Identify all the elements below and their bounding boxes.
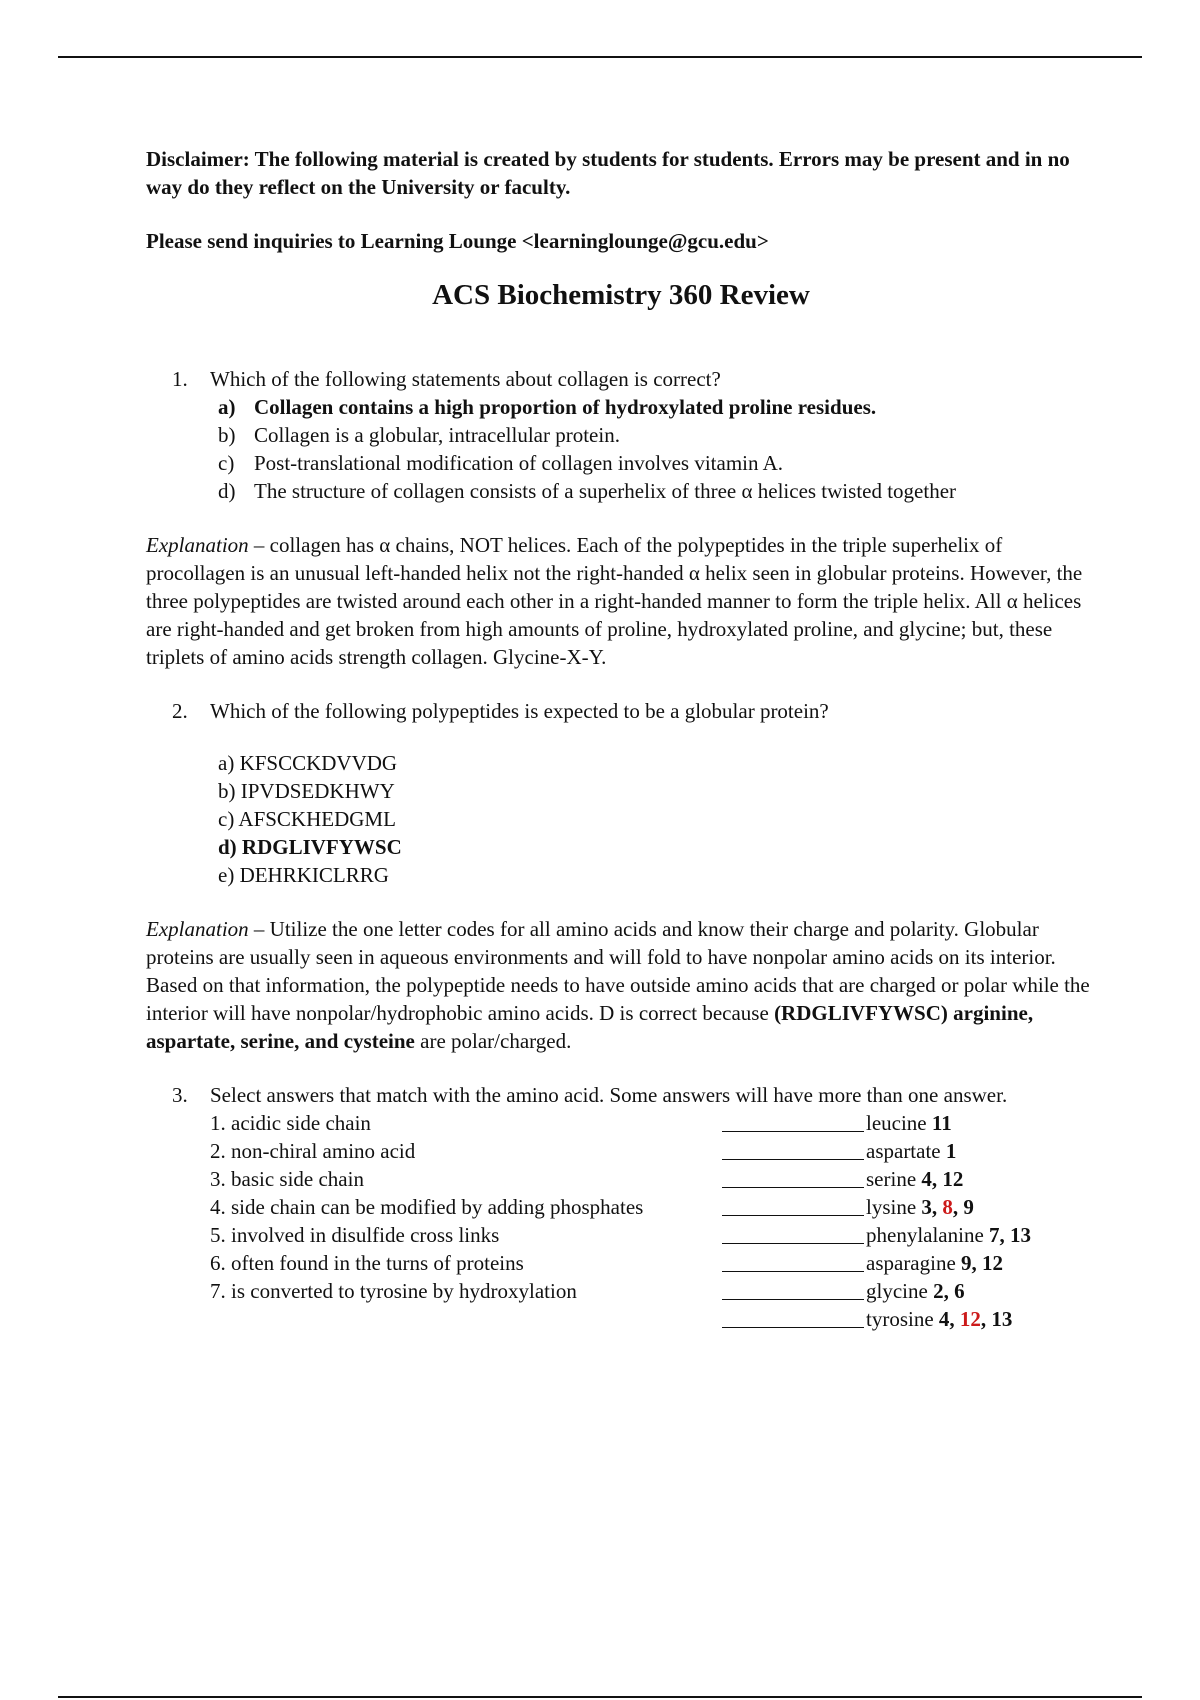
clue-item: 6. often found in the turns of proteins — [210, 1251, 524, 1275]
answer-value: 1 — [945, 1139, 957, 1163]
question-number: 3. — [172, 1083, 188, 1107]
answer-row-aspartate — [722, 1137, 1096, 1165]
option-d — [218, 477, 1096, 505]
clue-item: 4. side chain can be modified by adding phosphates — [210, 1195, 644, 1219]
answer-value: , 9 — [952, 1195, 974, 1219]
answer-value: 2, 6 — [933, 1279, 965, 1303]
question-number: 2. — [172, 699, 188, 723]
clue-item: 3. basic side chain — [210, 1167, 364, 1191]
answer-blank — [722, 1137, 864, 1160]
explanation-amino-acids: arginine, aspartate, serine, and cysteine — [146, 1001, 1034, 1053]
answer-list — [722, 1109, 1096, 1333]
answer-value-red: 8 — [942, 1195, 953, 1219]
option-text: Collagen is a globular, intracellular protein. — [254, 423, 620, 447]
document-page — [146, 145, 1096, 1333]
matching-table — [210, 1109, 1096, 1333]
option-c — [218, 449, 1096, 477]
question-number: 1. — [172, 367, 188, 391]
option-label: a) — [218, 395, 236, 419]
explanation-text: – Utilize the one letter codes for all amino acids and know their charge and polarity. Globular proteins are usually seen in aqueous environments and will fold to have nonpolar amino acids on its interior. Based on that information, the polypeptide needs to have outside amino acids that are charged or polar while the interior will have nonpolar/hydrophobic amino acids. D is correct because — [146, 917, 1090, 1025]
bottom-rule — [58, 1696, 1142, 1698]
question-2-options — [218, 749, 1096, 889]
amino-acid-name: serine — [866, 1167, 917, 1191]
option-b — [218, 421, 1096, 449]
question-text: Select answers that match with the amino acid. Some answers will have more than one answer. — [210, 1083, 1008, 1107]
inquiry-line: Please send inquiries to Learning Lounge <learninglounge@gcu.edu> — [146, 229, 769, 253]
option-e: e) DEHRKICLRRG — [218, 863, 389, 887]
option-label: b) — [218, 423, 236, 447]
clue-item: 2. non-chiral amino acid — [210, 1139, 416, 1163]
answer-blank — [722, 1221, 864, 1244]
answer-row-glycine — [722, 1277, 1096, 1305]
option-b: b) IPVDSEDKHWY — [218, 779, 395, 803]
clue-item: 1. acidic side chain — [210, 1111, 371, 1135]
question-2-explanation — [146, 915, 1096, 1055]
answer-row-asparagine — [722, 1249, 1096, 1277]
top-rule — [58, 56, 1142, 58]
answer-row-tyrosine — [722, 1305, 1096, 1333]
option-a: a) KFSCCKDVVDG — [218, 751, 398, 775]
option-text: The structure of collagen consists of a superhelix of three α helices twisted together — [254, 479, 957, 503]
question-text: Which of the following statements about collagen is correct? — [210, 367, 721, 391]
answer-row-phenylalanine — [722, 1221, 1096, 1249]
question-text: Which of the following polypeptides is expected to be a globular protein? — [210, 699, 829, 723]
amino-acid-name: leucine — [866, 1111, 927, 1135]
question-1-explanation — [146, 531, 1096, 671]
clue-item: 7. is converted to tyrosine by hydroxylation — [210, 1279, 577, 1303]
option-label: c) — [218, 451, 235, 475]
answer-value: 9, 12 — [961, 1251, 1004, 1275]
answer-row-lysine — [722, 1193, 1096, 1221]
answer-value: 4, 12 — [921, 1167, 964, 1191]
amino-acid-name: phenylalanine — [866, 1223, 984, 1247]
amino-acid-name: aspartate — [866, 1139, 941, 1163]
question-1 — [172, 365, 1096, 393]
amino-acid-name: asparagine — [866, 1251, 956, 1275]
answer-value: 11 — [931, 1111, 952, 1135]
option-label: d) — [218, 479, 236, 503]
option-a — [218, 393, 1096, 421]
answer-value: 7, 13 — [989, 1223, 1032, 1247]
answer-value-red: 12 — [959, 1307, 981, 1331]
answer-value: 4, — [938, 1307, 960, 1331]
explanation-label: Explanation — [146, 917, 249, 941]
option-text: Collagen contains a high proportion of hydroxylated proline residues. — [254, 395, 877, 419]
answer-blank — [722, 1249, 864, 1272]
question-3 — [172, 1081, 1096, 1109]
option-text: Post-translational modification of collagen involves vitamin A. — [254, 451, 783, 475]
answer-value: , 13 — [980, 1307, 1013, 1331]
answer-value: 3, — [921, 1195, 943, 1219]
answer-blank — [722, 1305, 864, 1328]
answer-blank — [722, 1193, 864, 1216]
clue-item: 5. involved in disulfide cross links — [210, 1223, 500, 1247]
page-title: ACS Biochemistry 360 Review — [432, 279, 810, 311]
answer-row-serine — [722, 1165, 1096, 1193]
question-1-options — [218, 393, 1096, 505]
amino-acid-name: tyrosine — [866, 1307, 934, 1331]
disclaimer: Disclaimer: The following material is created by students for students. Errors may be present and in no way do they reflect on the University or faculty. — [146, 147, 1070, 199]
answer-blank — [722, 1277, 864, 1300]
amino-acid-name: lysine — [866, 1195, 917, 1219]
option-c: c) AFSCKHEDGML — [218, 807, 396, 831]
explanation-sequence: (RDGLIVFYWSC) — [774, 1001, 948, 1025]
amino-acid-name: glycine — [866, 1279, 928, 1303]
explanation-text-end: are polar/charged. — [414, 1029, 572, 1053]
explanation-text: – collagen has α chains, NOT helices. Each of the polypeptides in the triple superhelix of procollagen is an unusual left-handed helix not the right-handed α helix seen in globular proteins. However, the three polypeptides are twisted around each other in a right-handed manner to form the triple helix. All α helices are right-handed and get broken from high amounts of proline, hydroxylated proline, and glycine; but, these triplets of amino acids strength collagen. Glycine-X-Y. — [146, 533, 1083, 669]
question-2 — [172, 697, 1096, 725]
explanation-label: Explanation — [146, 533, 249, 557]
clue-list — [210, 1109, 722, 1333]
answer-blank — [722, 1109, 864, 1132]
answer-blank — [722, 1165, 864, 1188]
answer-row-leucine — [722, 1109, 1096, 1137]
option-d: d) RDGLIVFYWSC — [218, 835, 402, 859]
